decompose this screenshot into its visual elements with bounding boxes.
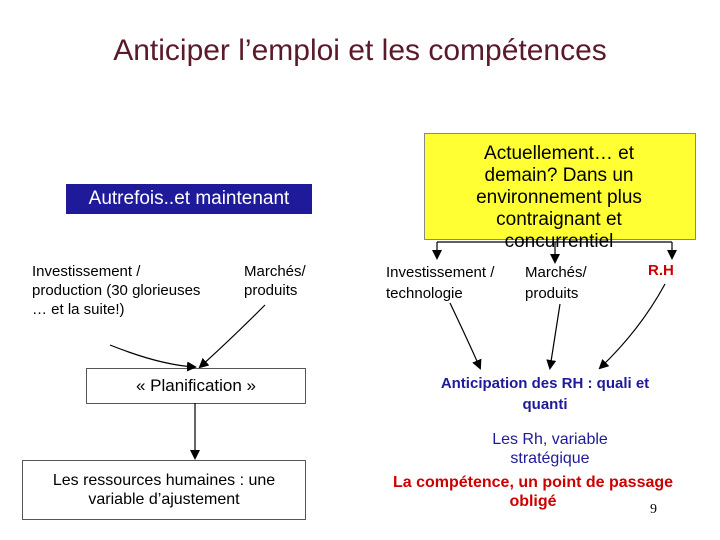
new-markets-text: Marchés/ produits	[525, 264, 587, 302]
past-markets-label: Marchés/ produits	[244, 263, 306, 299]
planning-box: « Planification »	[86, 368, 306, 404]
current-line: concurrentiel	[504, 231, 614, 252]
rh-strategic-label: Les Rh, variable stratégique	[492, 431, 608, 467]
new-markets-arrow	[550, 304, 560, 368]
past-investment-arrow	[110, 345, 195, 367]
new-investment-arrow	[450, 303, 480, 368]
past-header-box: Autrefois..et maintenant	[66, 184, 312, 214]
past-markets-arrow	[200, 305, 265, 367]
page-title: Anticiper l’emploi et les compétences	[113, 34, 607, 67]
current-line: Actuellement… et	[484, 143, 634, 164]
new-investment-text: Investissement / technologie	[386, 264, 495, 302]
page-number: 9	[650, 502, 657, 517]
rh-label: R.H	[648, 262, 674, 279]
current-line: contraignant et	[496, 209, 622, 230]
anticipation-label: Anticipation des RH : quali et quanti	[440, 375, 650, 413]
past-investment-label: Investissement / production (30 glorieuses … et la suite!)	[32, 263, 201, 318]
hr-adjustment-box: Les ressources humaines : une variable d’ajustement	[22, 460, 306, 520]
competence-label: La compétence, un point de passage obligé	[392, 474, 674, 510]
current-line: environnement plus	[476, 187, 642, 208]
current-line: demain? Dans un	[484, 165, 634, 186]
new-rh-arrow	[600, 284, 665, 368]
